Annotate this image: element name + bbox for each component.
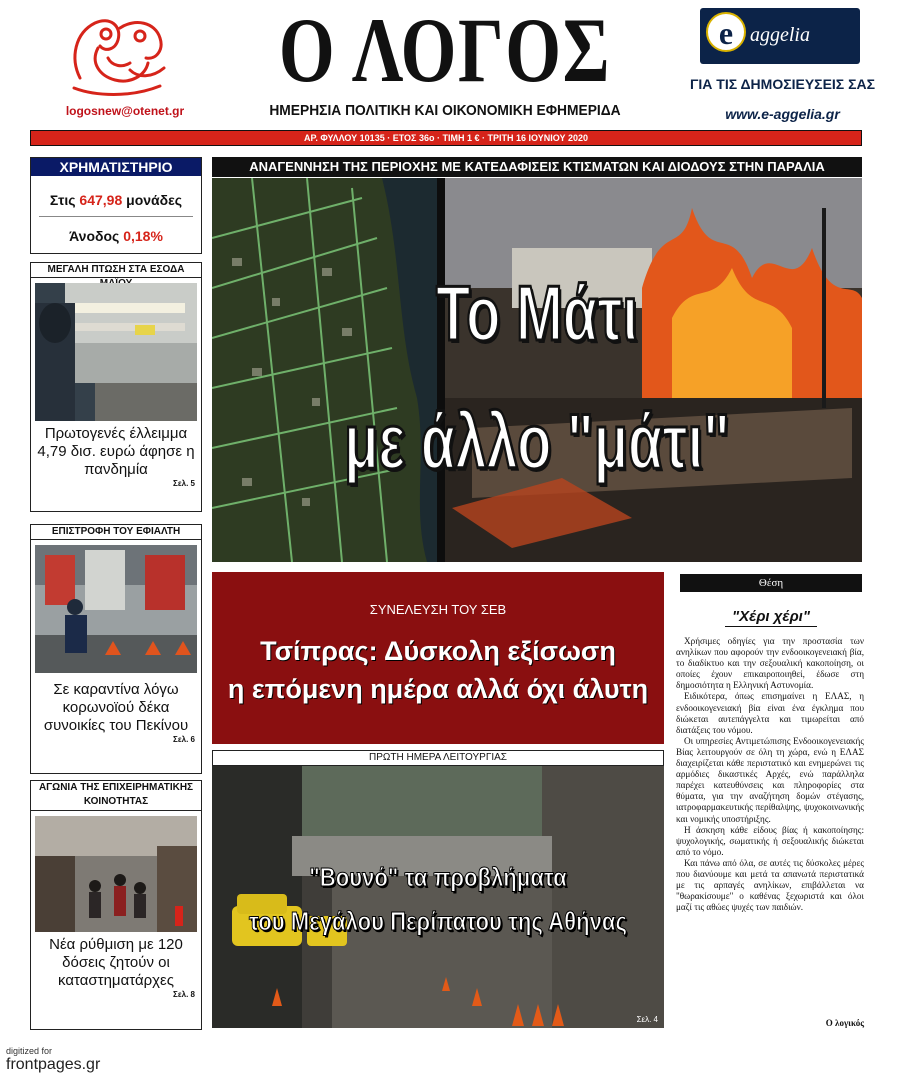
newspaper-title: Ο ΛΟΓΟΣ [278, 0, 612, 101]
frontpages-credit[interactable]: frontpages.gr [6, 1056, 101, 1073]
lead-story-photo[interactable] [212, 178, 862, 562]
walk-story-photo[interactable] [212, 766, 664, 1028]
stock-change-prefix: Άνοδος [69, 228, 124, 244]
sev-story-kicker: ΣΥΝΕΛΕΥΣΗ ΤΟΥ ΣΕΒ [369, 602, 507, 617]
opinion-paragraph: Χρήσιμες οδηγίες για την προστασία των ανηλίκων που αφορούν την ενδοοικογενειακή βία, το διαδίκτυο και την σεξουαλική κακοποίηση, οι οποίες έχουν επικαιροποιηθεί, έδωσε στη δημοσιότητα η Ελληνική Αστυνομία. [676, 636, 864, 691]
lead-photo-art [212, 178, 862, 562]
stock-index-prefix: Στις [49, 192, 80, 208]
opinion-paragraph: Ειδικότερα, όπως επισημαίνει η ΕΛΑΣ, η ενδοοικογενειακή βία είναι ένα έγκλημα που διώκεται αυτεπάγγελτα και τιμωρείται από διατάξεις του νόμου. [676, 691, 864, 735]
lead-headline-line-1: Το Μάτι [435, 269, 639, 357]
stock-change-value: 0,18% [123, 228, 163, 244]
left-story-page-ref: Σελ. 8 [173, 990, 195, 999]
office-photo [35, 283, 197, 421]
sev-headline-line-1: Τσίπρας: Δύσκολη εξίσωση [260, 636, 616, 666]
stock-change-line [31, 228, 201, 244]
left-story-page-ref: Σελ. 5 [173, 479, 195, 488]
lead-story-kicker: ΑΝΑΓΕΝΝΗΣΗ ΤΗΣ ΠΕΡΙΟΧΗΣ ΜΕ ΚΑΤΕΔΑΦΙΣΕΙΣ ΚΤΙΣΜΑΤΩΝ ΚΑΙ ΔΙΟΔΟΥΣ ΣΤΗΝ ΠΑΡΑΛΙΑ [212, 157, 862, 177]
stock-market-header: ΧΡΗΜΑΤΙΣΤΗΡΙΟ [31, 158, 201, 176]
opinion-paragraph: Και πάνω από όλα, σε αυτές τις δύσκολες μέρες που διανύουμε και μετά τα απανωτά περιστατικά με τις αρπαγές ανηλίκων, επιβάλλεται να "θωρακίσουμε" ο καθένας ξεχωριστά και όλοι μαζί τις αθώες ψυχές των παιδιών. [676, 857, 864, 913]
left-story-deficit[interactable] [30, 262, 202, 512]
left-story-caption: Σε καραντίνα λόγω κορωνοϊού δέκα συνοικίες του Πεκίνου [43, 681, 189, 734]
left-story-business[interactable] [30, 780, 202, 1030]
opinion-title: "Χέρι χέρι" [732, 608, 810, 625]
stock-index-suffix: μονάδες [122, 192, 183, 208]
eaggelia-logo-letter: e [706, 12, 746, 52]
stock-divider [39, 216, 193, 217]
sev-story-box[interactable] [212, 572, 664, 744]
stock-index-value: 647,98 [79, 192, 123, 208]
walk-photo-art [212, 766, 664, 1028]
left-story-kicker: ΕΠΙΣΤΡΟΦΗ ΤΟΥ ΕΦΙΑΛΤΗ [31, 525, 201, 540]
opinion-paragraph: Οι υπηρεσίες Αντιμετώπισης Ενδοοικογενειακής Βίας λειτουργούν σε όλη τη χώρα, ενώ η ΕΛΑΣ διαχειρίζεται κάθε περιστατικό και ενημερώνει τις αρμόδιες δικαστικές Αρχές, ενώ παράλληλα παρέχει κατευθύνσεις και πληροφορίες στα θύματα, για την αναζήτηση δομών στέγασης, ιατροφαρμακευτικής περίθαλψης, ψυχοκοινωνικής και νομικής υποστήριξης. [676, 735, 864, 824]
left-story-caption: Νέα ρύθμιση με 120 δόσεις ζητούν οι καταστηματάρχες [49, 936, 183, 989]
opinion-header: Θέση [680, 574, 862, 592]
masthead-email[interactable]: logosnew@otenet.gr [65, 104, 185, 118]
left-story-page-ref: Σελ. 6 [173, 735, 195, 744]
walk-headline-line-1: "Βουνό" τα προβλήματα [309, 862, 567, 892]
eaggelia-slogan: ΓΙΑ ΤΙΣ ΔΗΜΟΣΙΕΥΣΕΙΣ ΣΑΣ [689, 76, 876, 92]
newspaper-subtitle: ΗΜΕΡΗΣΙΑ ΠΟΛΙΤΙΚΗ ΚΑΙ ΟΙΚΟΝΟΜΙΚΗ ΕΦΗΜΕΡΙΔΑ [269, 102, 621, 119]
stock-market-box [30, 157, 202, 254]
eaggelia-logo-text: aggelia [750, 24, 810, 46]
opinion-title-underline [725, 626, 817, 627]
beijing-photo [35, 545, 197, 673]
shopping-street-photo [35, 816, 197, 932]
lead-headline-line-2: με άλλο "μάτι" [344, 397, 730, 485]
left-story-kicker: ΑΓΩΝΙΑ ΤΗΣ ΕΠΙΧΕΙΡΗΜΑΤΙΚΗΣ ΚΟΙΝΟΤΗΤΑΣ [31, 781, 201, 811]
opinion-body [676, 636, 864, 913]
stock-index-line [31, 192, 201, 208]
walk-story-kicker: ΠΡΩΤΗ ΗΜΕΡΑ ΛΕΙΤΟΥΡΓΙΑΣ [212, 750, 664, 766]
left-story-beijing[interactable] [30, 524, 202, 774]
walk-page-ref: Σελ. 4 [636, 1015, 658, 1024]
left-story-kicker: ΜΕΓΑΛΗ ΠΤΩΣΗ ΣΤΑ ΕΣΟΔΑ [31, 263, 201, 278]
opinion-paragraph: Η άσκηση κάθε είδους βίας ή κακοποίησης: ψυχολογικής, σωματικής ή σεξουαλικής διώκεται από το νόμο. [676, 824, 864, 857]
newspaper-logo-art [60, 8, 175, 100]
digitized-credit: digitized for [6, 1046, 53, 1056]
sev-headline-line-2: η επόμενη ημέρα αλλά όχι άλυτη [227, 674, 649, 704]
left-story-caption: Πρωτογενές έλλειμμα 4,79 δισ. ευρώ άφησε η πανδημία [37, 425, 195, 478]
eaggelia-url[interactable]: www.e-aggelia.gr [725, 106, 840, 122]
opinion-signature: Ο λογικός [825, 1018, 864, 1028]
walk-headline-line-2: του Μεγάλου Περίπατου της Αθήνας [249, 906, 627, 936]
issue-info-bar: ΑΡ. ΦΥΛΛΟΥ 10135 · ΕΤΟΣ 36ο · ΤΙΜΗ 1 € · ΤΡΙΤΗ 16 ΙΟΥΝΙΟΥ 2020 [30, 130, 862, 146]
